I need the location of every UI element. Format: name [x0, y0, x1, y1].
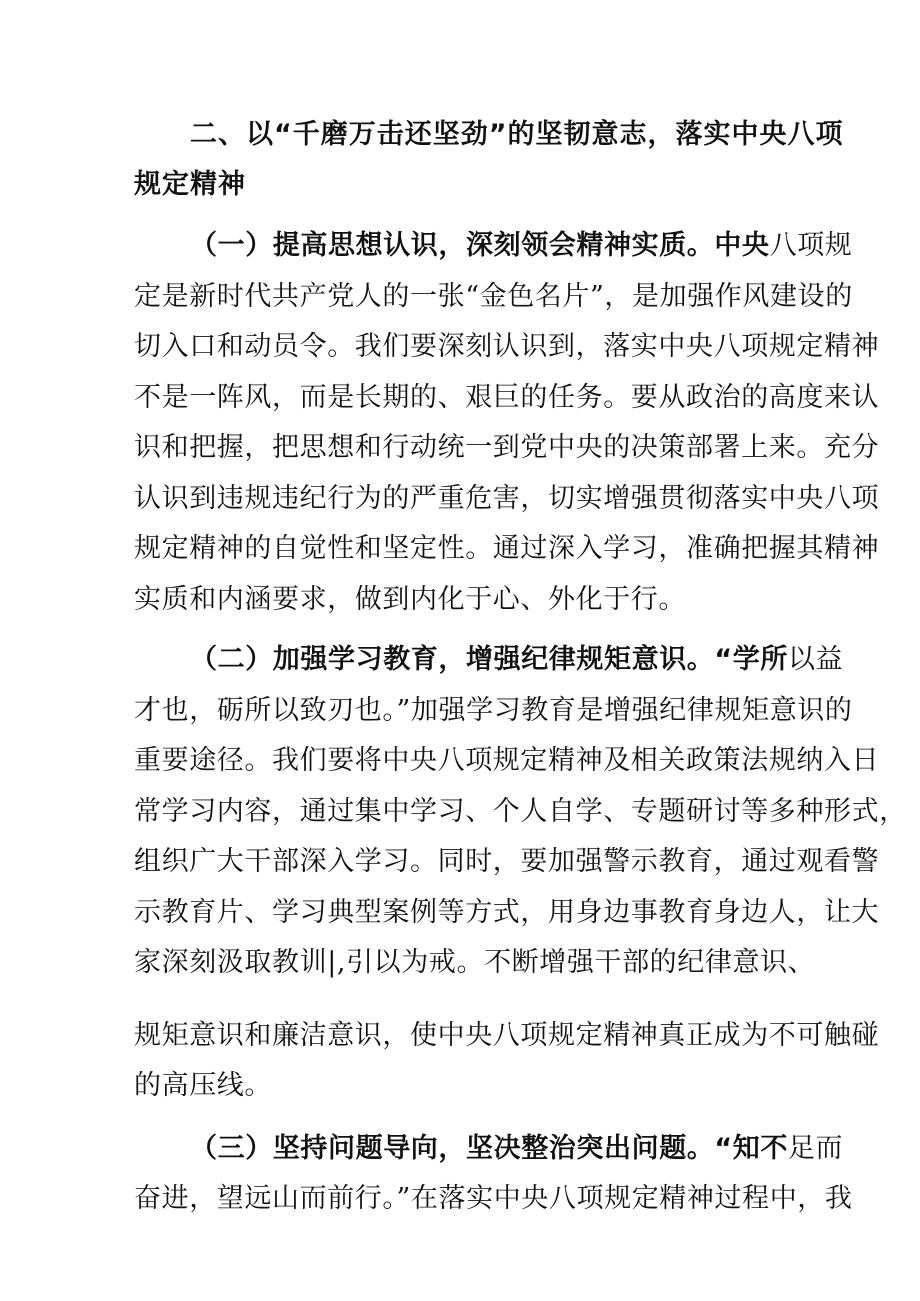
para2-line: 重要途径。我们要将中央八项规定精神及相关政策法规纳入日 — [134, 745, 880, 776]
section-heading-line2: 规定精神 — [134, 169, 246, 200]
para1-line: 实质和内涵要求，做到内化于心、外化于行。 — [134, 584, 686, 615]
para1-line: 定是新时代共产党人的一张“金色名片”，是加强作风建设的 — [134, 281, 853, 312]
para2-line: 才也，砺所以致刃也。”加强学习教育是增强纪律规矩意识的 — [134, 695, 853, 726]
para2-line: 示教育片、学习典型案例等方式，用身边事教育身边人，让大 — [134, 897, 880, 928]
section-heading-line1: 二、以“千磨万击还坚劲”的坚韧意志，落实中央八项 — [190, 119, 844, 150]
para3-first-line — [190, 1131, 844, 1167]
para2-line: 组织广大干部深入学习。同时，要加强警示教育，通过观看警 — [134, 846, 880, 877]
para2-line: 家深刻汲取教训|,引以为戒。不断增强干部的纪律意识、 — [134, 947, 816, 978]
para3-bold-lead: （三）坚持问题导向，坚决整治突出问题。“知不 — [190, 1133, 788, 1164]
para1-line: 不是一阵风，而是长期的、艰巨的任务。要从政治的高度来认 — [134, 382, 880, 413]
para1-line: 切入口和动员令。我们要深刻认识到，落实中央八项规定精神 — [134, 331, 880, 362]
para2-line-0: 以益 — [787, 644, 844, 675]
para1-line: 规定精神的自觉性和坚定性。通过深入学习，准确把握其精神 — [134, 533, 880, 564]
para1-line: 识和把握，把思想和行动统一到党中央的决策部署上来。充分 — [134, 432, 880, 463]
para1-lead-tail: 中央 — [714, 230, 770, 261]
para2-line: 常学习内容，通过集中学习、个人自学、专题研讨等多种形式， — [134, 796, 907, 827]
para2-line: 的高压线。 — [134, 1070, 272, 1101]
para1-first-line — [190, 228, 853, 264]
para1-line: 认识到违规违纪行为的严重危害，切实增强贯彻落实中央八项 — [134, 483, 880, 514]
para3-line-0: 足而 — [787, 1133, 844, 1164]
para2-first-line — [190, 642, 844, 678]
para1-bold-lead: （一）提高思想认识，深刻领会精神实质。 — [190, 230, 715, 261]
para2-line: 规矩意识和廉洁意识，使中央八项规定精神真正成为不可触碰 — [134, 1020, 880, 1051]
para3-line: 奋进，望远山而前行。”在落实中央八项规定精神过程中，我 — [134, 1183, 853, 1214]
para1-line-0: 八项规 — [769, 230, 853, 261]
para2-bold-lead: （二）加强学习教育，增强纪律规矩意识。“学所 — [190, 644, 788, 675]
